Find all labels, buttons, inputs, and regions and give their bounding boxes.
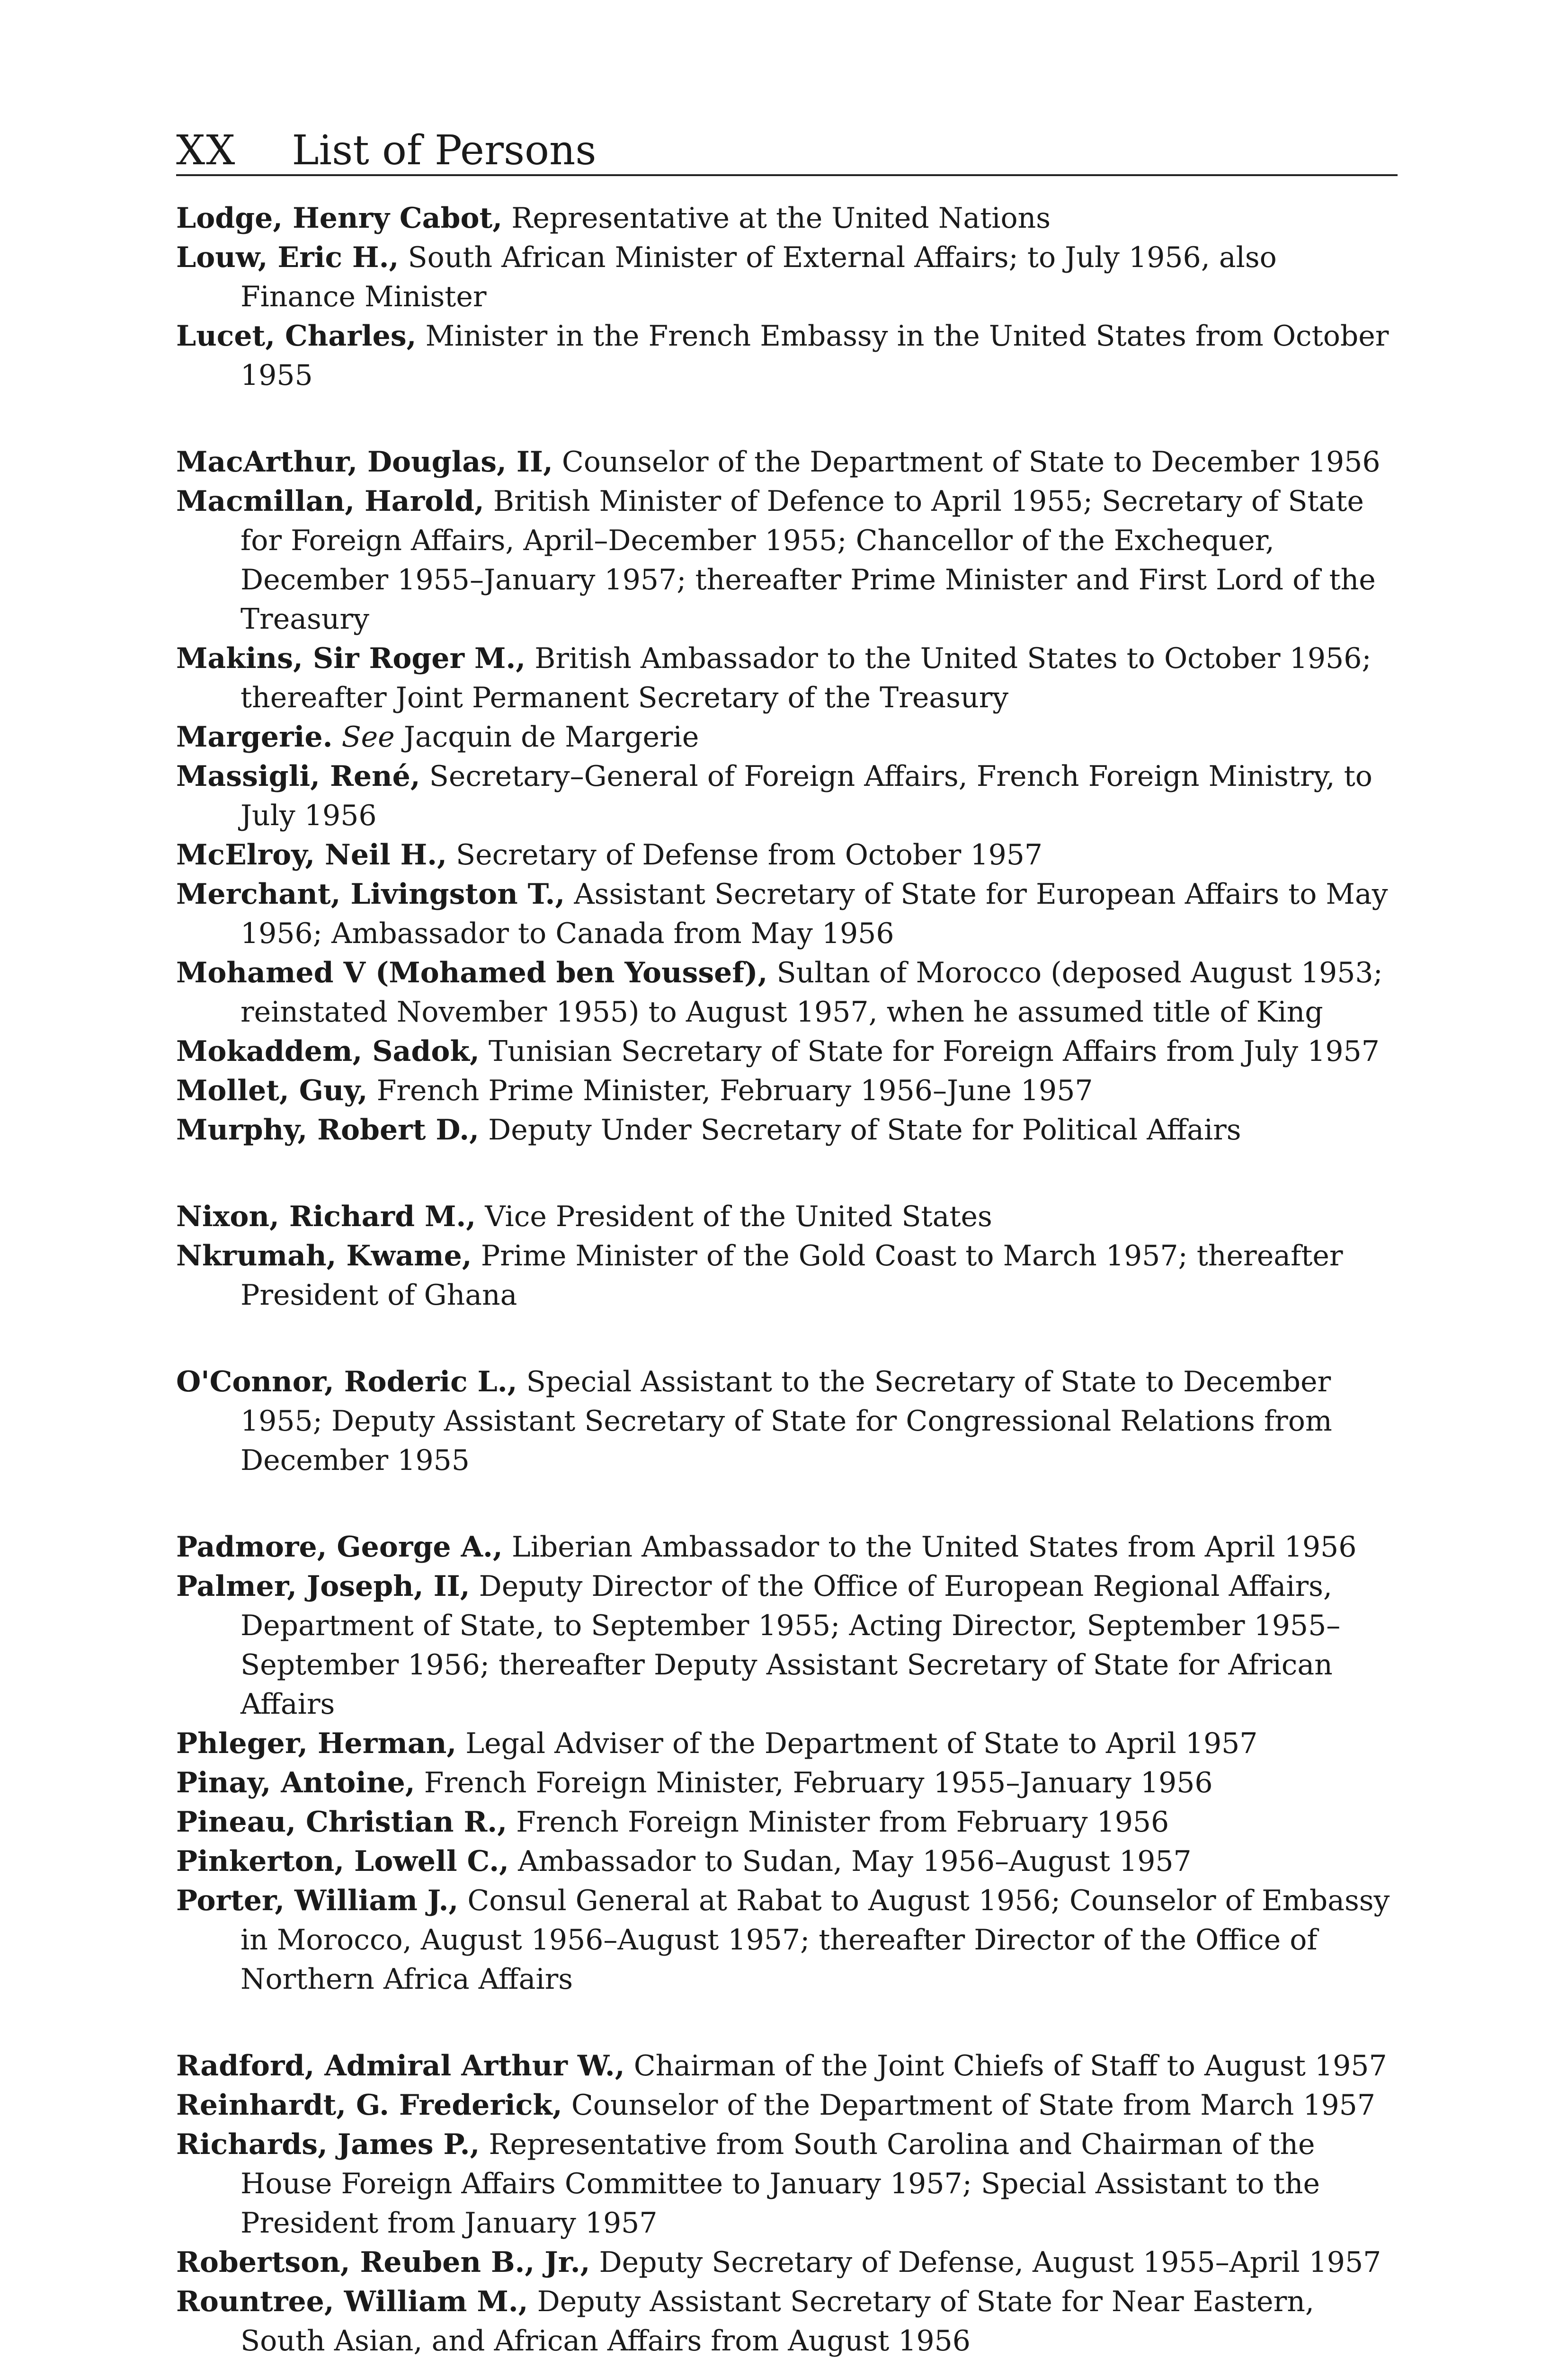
see-reference-label: See [332, 721, 395, 754]
person-name: Macmillan, Harold, [176, 485, 484, 518]
person-name: Murphy, Robert D., [176, 1113, 480, 1147]
running-title: List of Persons [292, 127, 597, 174]
person-description: Consul General at Rabat to August 1956; Counselor of Embassy in Morocco, August 1956–August 1957; thereafter Director of the Office of Northern Africa Affairs [241, 1884, 1390, 1996]
person-name: Nixon, Richard M., [176, 1200, 476, 1233]
person-name: Merchant, Livingston T., [176, 878, 565, 911]
person-description: Special Assistant to the Secretary of State to December 1955; Deputy Assistant Secretary of State for Congressional Relations from December 1955 [241, 1365, 1332, 1477]
person-description: Assistant Secretary of State for European Affairs to May 1956; Ambassador to Canada from May 1956 [241, 878, 1388, 950]
person-description: French Foreign Minister, February 1955–January 1956 [415, 1766, 1213, 1799]
person-name: Richards, James P., [176, 2128, 480, 2161]
person-name: Reinhardt, G. Frederick, [176, 2089, 562, 2122]
person-name: O'Connor, Roderic L., [176, 1365, 517, 1398]
person-entry-richards [176, 2125, 1398, 2243]
person-entry-lucet [176, 317, 1398, 395]
person-name: Makins, Sir Roger M., [176, 642, 526, 675]
person-description: Deputy Director of the Office of European Regional Affairs, Department of State, to September 1955; Acting Director, September 1955–September 1956; thereafter Deputy Assistant Secretary of State for African Affairs [241, 1570, 1341, 1721]
person-entry-radford [176, 2047, 1398, 2086]
person-description: Vice President of the United States [476, 1200, 992, 1233]
person-name: Mohamed V (Mohamed ben Youssef), [176, 956, 768, 989]
person-name: Radford, Admiral Arthur W., [176, 2049, 625, 2082]
person-name: Padmore, George A., [176, 1531, 503, 1564]
person-entry-padmore [176, 1528, 1398, 1567]
person-description: Tunisian Secretary of State for Foreign Affairs from July 1957 [479, 1035, 1380, 1068]
person-description: Representative from South Carolina and Chairman of the House Foreign Affairs Committee to January 1957; Special Assistant to the President from January 1957 [241, 2128, 1320, 2240]
person-entry-macmillan [176, 482, 1398, 639]
person-description: Jacquin de Margerie [394, 721, 699, 754]
person-name: Pinay, Antoine, [176, 1766, 415, 1799]
person-entry-nkrumah [176, 1237, 1398, 1315]
person-description: Deputy Assistant Secretary of State for Near Eastern, South Asian, and African Affairs from August 1956 [241, 2285, 1314, 2358]
person-name: Palmer, Joseph, II, [176, 1570, 470, 1603]
person-name: Robertson, Reuben B., Jr., [176, 2246, 590, 2279]
person-entry-murphy [176, 1111, 1398, 1150]
person-entry-rountree [176, 2282, 1398, 2361]
person-name: MacArthur, Douglas, II, [176, 445, 553, 479]
person-entry-oconnor [176, 1362, 1398, 1480]
person-name: Rountree, William M., [176, 2285, 528, 2318]
person-description: French Prime Minister, February 1956–June 1957 [367, 1074, 1093, 1107]
person-name: Margerie. [176, 721, 333, 754]
person-name: Mokaddem, Sadok, [176, 1035, 480, 1068]
page-number: XX [176, 127, 236, 174]
person-entry-pineau [176, 1803, 1398, 1842]
person-entry-louw [176, 238, 1398, 317]
person-entry-merchant [176, 875, 1398, 953]
person-description: Representative at the United Nations [502, 202, 1051, 235]
person-name: Lucet, Charles, [176, 320, 417, 353]
person-description: Liberian Ambassador to the United States from April 1956 [502, 1531, 1357, 1564]
person-entry-mokaddem [176, 1032, 1398, 1071]
person-entry-pinkerton [176, 1842, 1398, 1881]
person-description: Ambassador to Sudan, May 1956–August 1957 [509, 1845, 1192, 1878]
person-entry-mollet [176, 1071, 1398, 1111]
person-description: Minister in the French Embassy in the United States from October 1955 [241, 320, 1389, 392]
person-entry-nixon [176, 1197, 1398, 1237]
person-name: Mollet, Guy, [176, 1074, 368, 1107]
person-name: Phleger, Herman, [176, 1727, 457, 1760]
person-entry-phleger [176, 1724, 1398, 1763]
person-entry-mcelroy [176, 836, 1398, 875]
person-description: Secretary of Defense from October 1957 [446, 838, 1043, 872]
person-description: Sultan of Morocco (deposed August 1953; reinstated November 1955) to August 1957, when he assumed title of King [241, 956, 1383, 1029]
person-name: Nkrumah, Kwame, [176, 1239, 472, 1272]
person-description: Deputy Under Secretary of State for Political Affairs [479, 1113, 1241, 1147]
person-name: McElroy, Neil H., [176, 838, 447, 872]
person-description: British Minister of Defence to April 1955; Secretary of State for Foreign Affairs, April–December 1955; Chancellor of the Exchequer, December 1955–January 1957; thereafter Prime Minister and First Lord of the Treasury [241, 485, 1376, 636]
person-entry-lodge [176, 199, 1398, 238]
person-name: Massigli, René, [176, 760, 420, 793]
persons-list [176, 199, 1398, 2361]
person-name: Pinkerton, Lowell C., [176, 1845, 509, 1878]
person-description: Counselor of the Department of State from March 1957 [562, 2089, 1376, 2122]
person-entry-pinay [176, 1763, 1398, 1803]
person-entry-reinhardt [176, 2086, 1398, 2125]
person-description: Legal Adviser of the Department of State to April 1957 [456, 1727, 1258, 1760]
person-name: Pineau, Christian R., [176, 1806, 508, 1839]
person-description: Secretary–General of Foreign Affairs, French Foreign Ministry, to July 1956 [241, 760, 1372, 832]
person-description: Prime Minister of the Gold Coast to March 1957; thereafter President of Ghana [241, 1239, 1343, 1312]
person-description: South African Minister of External Affairs; to July 1956, also Finance Minister [241, 241, 1277, 313]
person-name: Louw, Eric H., [176, 241, 399, 274]
person-description: Deputy Secretary of Defense, August 1955–April 1957 [590, 2246, 1381, 2279]
person-entry-makins [176, 639, 1398, 718]
person-entry-margerie [176, 718, 1398, 757]
person-entry-mohamed [176, 953, 1398, 1032]
person-description: French Foreign Minister from February 1956 [507, 1806, 1169, 1839]
person-name: Porter, William J., [176, 1884, 459, 1917]
person-entry-macarthur [176, 443, 1398, 482]
person-description: British Ambassador to the United States to October 1956; thereafter Joint Permanent Secretary of the Treasury [241, 642, 1372, 714]
person-entry-massigli [176, 757, 1398, 836]
running-header [176, 127, 1398, 176]
person-entry-palmer [176, 1567, 1398, 1724]
person-name: Lodge, Henry Cabot, [176, 202, 503, 235]
person-entry-robertson [176, 2243, 1398, 2282]
person-description: Counselor of the Department of State to December 1956 [552, 445, 1381, 479]
person-entry-porter [176, 1881, 1398, 1999]
person-description: Chairman of the Joint Chiefs of Staff to August 1957 [624, 2049, 1387, 2082]
